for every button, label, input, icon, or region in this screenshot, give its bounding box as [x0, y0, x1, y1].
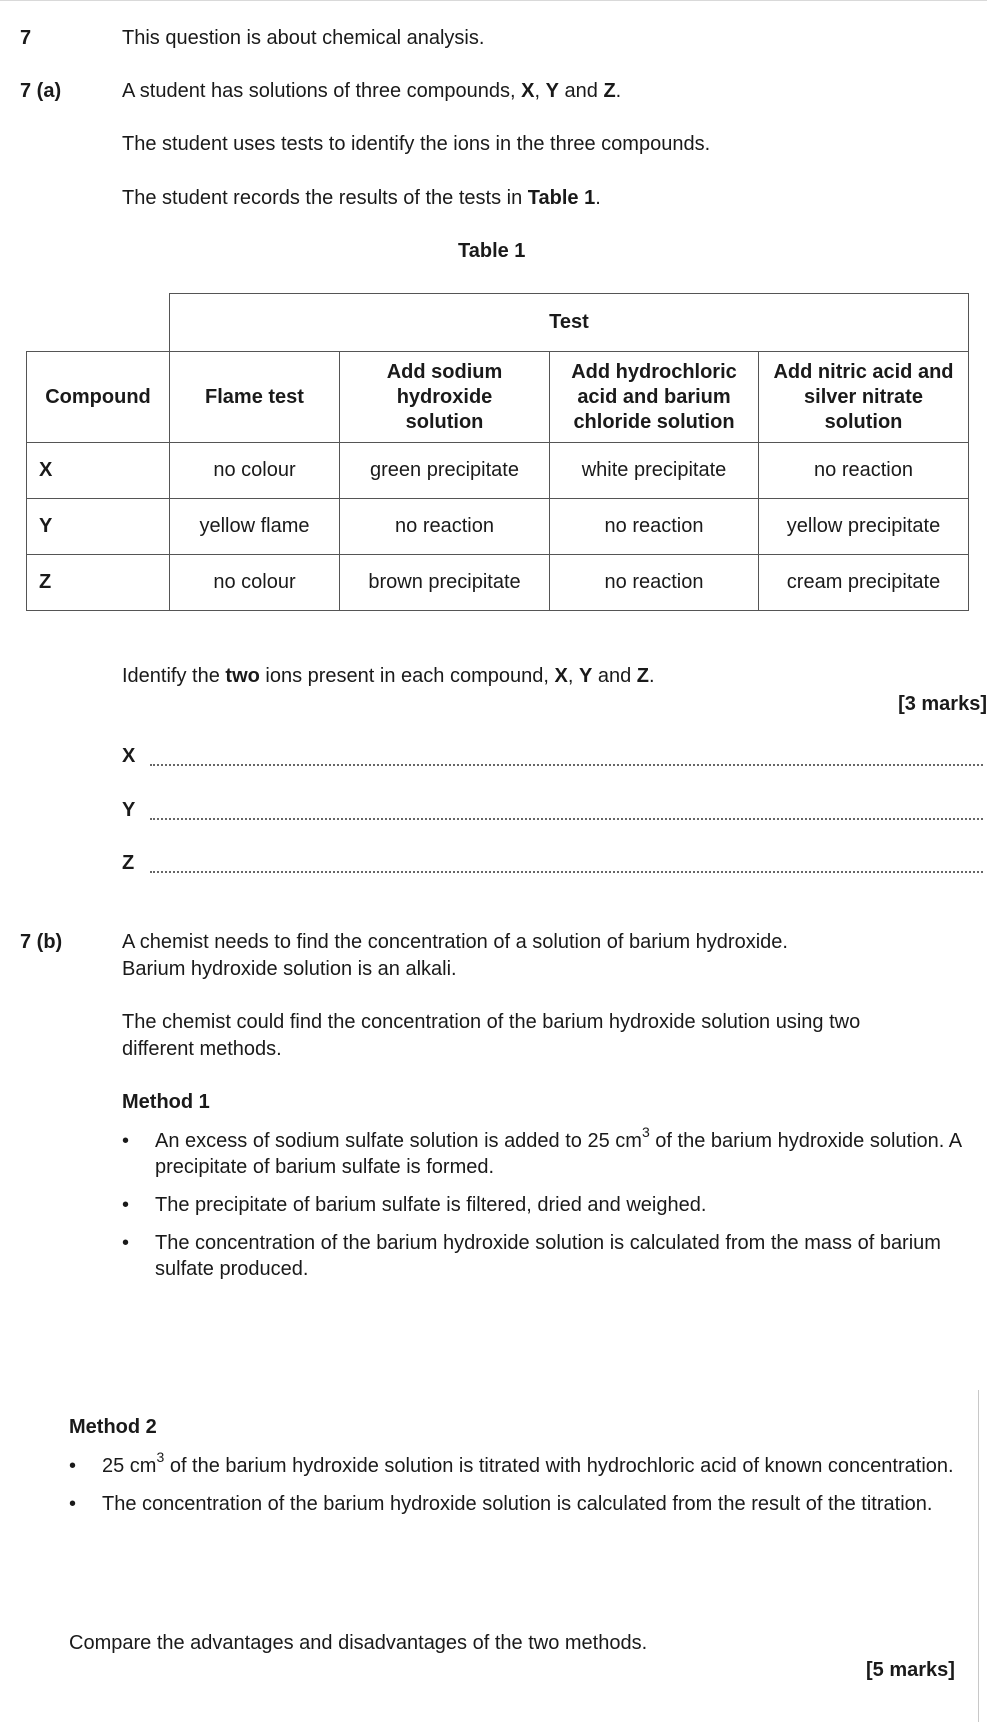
method1-list [122, 1124, 962, 1282]
list-item: • The concentration of the barium hydroxide solution is calculated from the result of the titration. [69, 1493, 933, 1515]
table-row [27, 555, 969, 611]
table-cell: yellow flame [170, 499, 340, 555]
table-cell: no reaction [550, 555, 759, 611]
table-cell: no reaction [550, 499, 759, 555]
compare-prompt: Compare the advantages and disadvantages of the two methods. [69, 1632, 648, 1654]
table-cell: no colour [170, 443, 340, 499]
part-a-prompt: Identify the two ions present in each compound, X, Y and Z. [122, 665, 655, 687]
answer-label-y: Y [122, 799, 136, 821]
table-cell: yellow precipitate [759, 499, 969, 555]
col-header-bacl2: Add hydrochloric acid and barium chloride solution [550, 352, 759, 443]
table-cell: no reaction [759, 443, 969, 499]
part-b-line1: A chemist needs to find the concentration of a solution of barium hydroxide. [122, 931, 788, 953]
col-header-naoh: Add sodium hydroxide solution [340, 352, 550, 443]
col-header-agno3: Add nitric acid and silver nitrate solution [759, 352, 969, 443]
table-cell: cream precipitate [759, 555, 969, 611]
part-a-line3: The student records the results of the tests in Table 1. [122, 187, 601, 209]
table-cell: green precipitate [340, 443, 550, 499]
table-row [27, 499, 969, 555]
table-cell: no colour [170, 555, 340, 611]
part-a-label: 7 (a) [20, 80, 62, 102]
method2-list [69, 1449, 954, 1517]
top-rule [0, 0, 987, 1]
col-header-compound: Compound [27, 352, 170, 443]
answer-label-z: Z [122, 852, 135, 874]
list-item: • 25 $cm^3$ of the barium hydroxide solution is titrated with hydrochloric acid of known concentration. [69, 1449, 954, 1477]
part-b-line4: different methods. [122, 1038, 282, 1060]
answer-line-x[interactable] [150, 764, 983, 766]
answer-line-z[interactable] [150, 871, 983, 873]
table-title: Table 1 [458, 240, 526, 262]
answer-label-x: X [122, 745, 136, 767]
col-header-flame: Flame test [170, 352, 340, 443]
compound-cell: Y [27, 499, 170, 555]
question-intro: This question is about chemical analysis. [122, 27, 485, 49]
table-row [27, 443, 969, 499]
results-table [26, 293, 969, 611]
part-b-marks: [5 marks] [866, 1659, 955, 1681]
part-a-marks: [3 marks] [898, 693, 987, 715]
compound-cell: X [27, 443, 170, 499]
part-a-line2: The student uses tests to identify the ions in the three compounds. [122, 133, 711, 155]
question-number: 7 [20, 27, 32, 49]
table-corner [27, 294, 170, 352]
part-b-line2: Barium hydroxide solution is an alkali. [122, 958, 457, 980]
table-cell: no reaction [340, 499, 550, 555]
list-item: • The concentration of the barium hydroxide solution is calculated from the mass of barium sulfate produced. [122, 1232, 941, 1280]
method2-title: Method 2 [69, 1416, 157, 1438]
part-b-label: 7 (b) [20, 931, 63, 953]
test-group-header: Test [170, 294, 969, 352]
list-item: • An excess of sodium sulfate solution is added to 25 $cm^3$ of the barium hydroxide solution. A precipitate of barium sulfate is formed. [122, 1124, 962, 1178]
part-b-line3: The chemist could find the concentration of the barium hydroxide solution using two [122, 1011, 861, 1033]
table-cell: brown precipitate [340, 555, 550, 611]
part-a-line1: A student has solutions of three compounds, X, Y and Z. [122, 80, 622, 102]
answer-line-y[interactable] [150, 818, 983, 820]
method1-title: Method 1 [122, 1091, 210, 1113]
list-item: • The precipitate of barium sulfate is filtered, dried and weighed. [122, 1194, 707, 1216]
table-cell: white precipitate [550, 443, 759, 499]
compound-cell: Z [27, 555, 170, 611]
page-edge-rule [978, 1390, 979, 1722]
